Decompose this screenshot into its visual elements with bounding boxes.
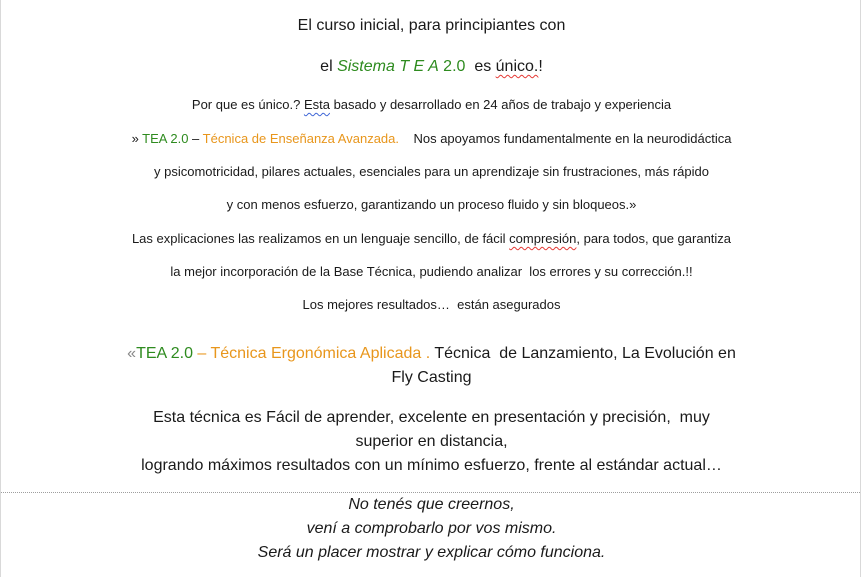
big-tea: TEA 2.0 xyxy=(136,345,193,362)
tea-rest: Nos apoyamos fundamentalmente en la neurodidáctica xyxy=(399,131,732,146)
unico-word: único. xyxy=(495,58,539,75)
big-quote: « xyxy=(127,345,137,362)
big-dash: – xyxy=(192,345,211,362)
results-line: Los mejores resultados… están asegurados xyxy=(302,297,561,312)
easy-line-3: logrando máximos resultados con un mínimo esfuerzo, frente al estándar actual… xyxy=(141,457,722,474)
intro-line-2 xyxy=(1,58,861,76)
big-line-2: Fly Casting xyxy=(391,369,472,386)
easy-line-1: Esta técnica es Fácil de aprender, excelente en presentación y precisión, muy xyxy=(153,409,710,426)
compresion-word: compresión xyxy=(509,231,577,246)
system-name: Sistema T E A xyxy=(337,58,439,75)
expl-a: Las explicaciones las realizamos en un lenguaje sencillo, de fácil xyxy=(131,231,510,246)
intro-line-1: El curso inicial, para principiantes con xyxy=(297,17,566,34)
intro-pre: el xyxy=(320,58,338,75)
tea-line xyxy=(1,131,861,146)
big-tecnica: Técnica Ergonómica Aplicada . xyxy=(210,345,431,362)
esta-word: Esta xyxy=(303,97,330,112)
tea-tecnica: Técnica de Enseñanza Avanzada. xyxy=(202,131,400,146)
tea-dash: – xyxy=(192,131,203,146)
easy-line-2: superior en distancia, xyxy=(355,433,508,450)
big-rest: Técnica de Lanzamiento, La Evolución en xyxy=(430,345,736,362)
why-line xyxy=(1,97,861,112)
explanation-line-2: la mejor incorporación de la Base Técnica, pudiendo analizar los errores y su corrección.!! xyxy=(170,264,693,279)
expl-b: , para todos, que garantiza xyxy=(576,231,732,246)
paragraph-line-2: y psicomotricidad, pilares actuales, esenciales para un aprendizaje sin frustraciones, más rápido xyxy=(154,164,709,179)
tea-name: TEA 2.0 xyxy=(142,131,193,146)
intro-space: es xyxy=(465,58,496,75)
closing-line-2: vení a comprobarlo por vos mismo. xyxy=(306,520,557,537)
explanation-line-1 xyxy=(1,231,861,246)
system-version: 2.0 xyxy=(438,58,466,75)
tea-quote: » xyxy=(131,131,143,146)
closing-line-3: Será un placer mostrar y explicar cómo funciona. xyxy=(257,544,606,561)
intro-end: ! xyxy=(538,58,543,75)
closing-line-1: No tenés que creernos, xyxy=(348,496,515,513)
why-a: Por que es único.? xyxy=(191,97,304,112)
big-line-1 xyxy=(1,342,861,366)
why-b: basado y desarrollado en 24 años de trabajo y experiencia xyxy=(329,97,672,112)
paragraph-line-3: y con menos esfuerzo, garantizando un proceso fluido y sin bloqueos.» xyxy=(226,197,637,212)
